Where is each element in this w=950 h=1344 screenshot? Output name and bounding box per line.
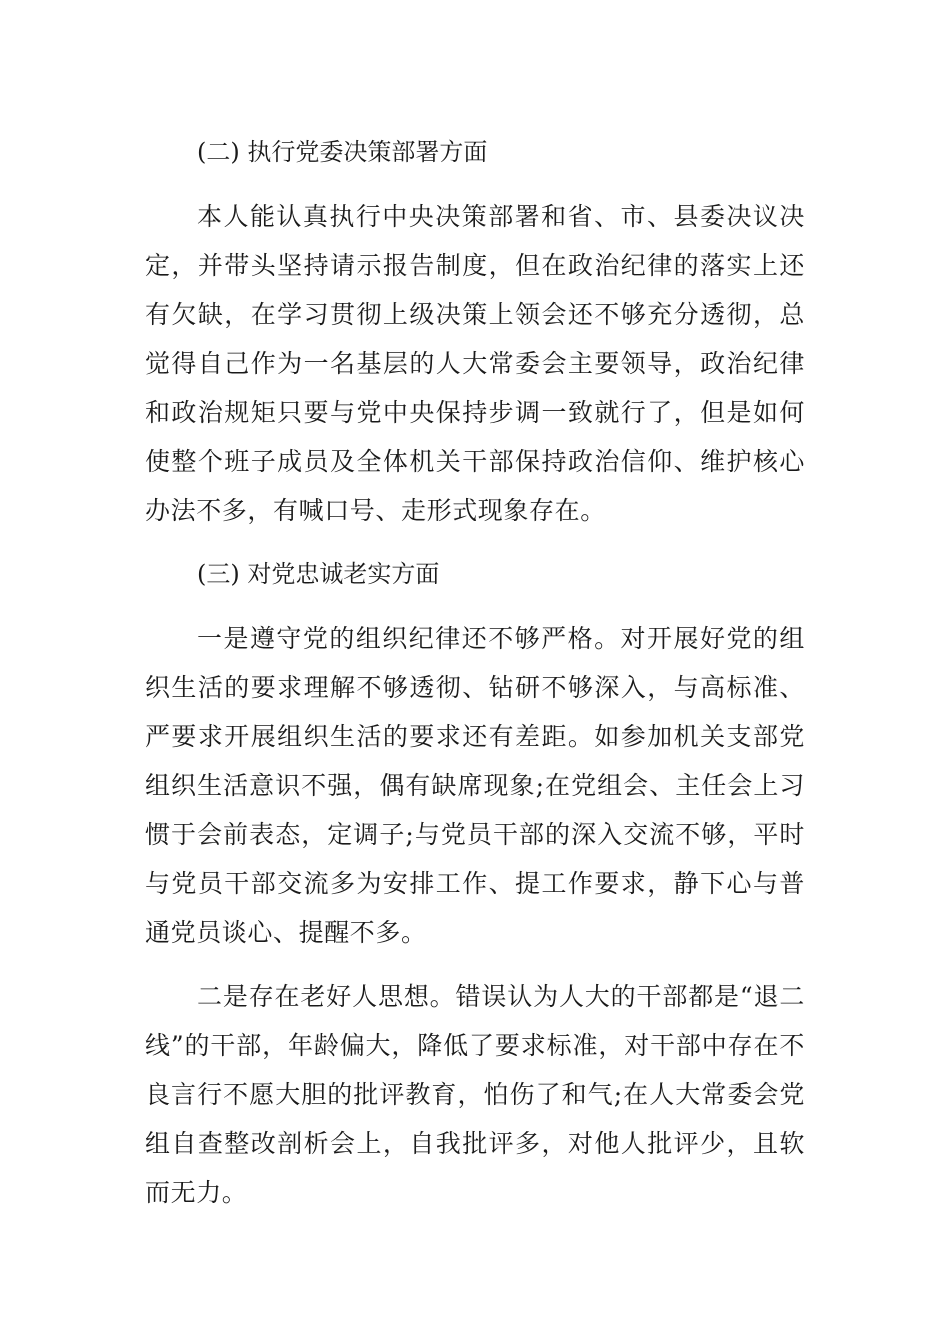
paragraph-1: 本人能认真执行中央决策部署和省、市、县委决议决定，并带头坚持请示报告制度，但在政治纪律的落实上还有欠缺，在学习贯彻上级决策上领会还不够充分透彻，总觉得自己作为一名基层的人大常委会主要领导，政治纪律和政治规矩只要与党中央保持步调一致就行了，但是如何使整个班子成员及全体机关干部保持政治信仰、维护核心办法不多，有喊口号、走形式现象存在。 [145, 202, 805, 525]
paragraph-2: 一是遵守党的组织纪律还不够严格。对开展好党的组织生活的要求理解不够透彻、钻研不够深入，与高标准、严要求开展组织生活的要求还有差距。如参加机关支部党组织生活意识不强，偶有缺席现象;在党组会、主任会上习惯于会前表态，定调子;与党员干部的深入交流不够，平时与党员干部交流多为安排工作、提工作要求，静下心与普通党员谈心、提醒不多。 [145, 624, 805, 947]
document-body [145, 128, 805, 1232]
section-heading-3: (三) 对党忠诚老实方面 [197, 560, 440, 588]
paragraph-3: 二是存在老好人思想。错误认为人大的干部都是“退二线”的干部，年龄偏大，降低了要求标准，对干部中存在不良言行不愿大胆的批评教育，怕伤了和气;在人大常委会党组自查整改剖析会上，自我批评多，对他人批评少，且软而无力。 [145, 982, 805, 1207]
section-heading-2: (二) 执行党委决策部署方面 [197, 138, 488, 166]
